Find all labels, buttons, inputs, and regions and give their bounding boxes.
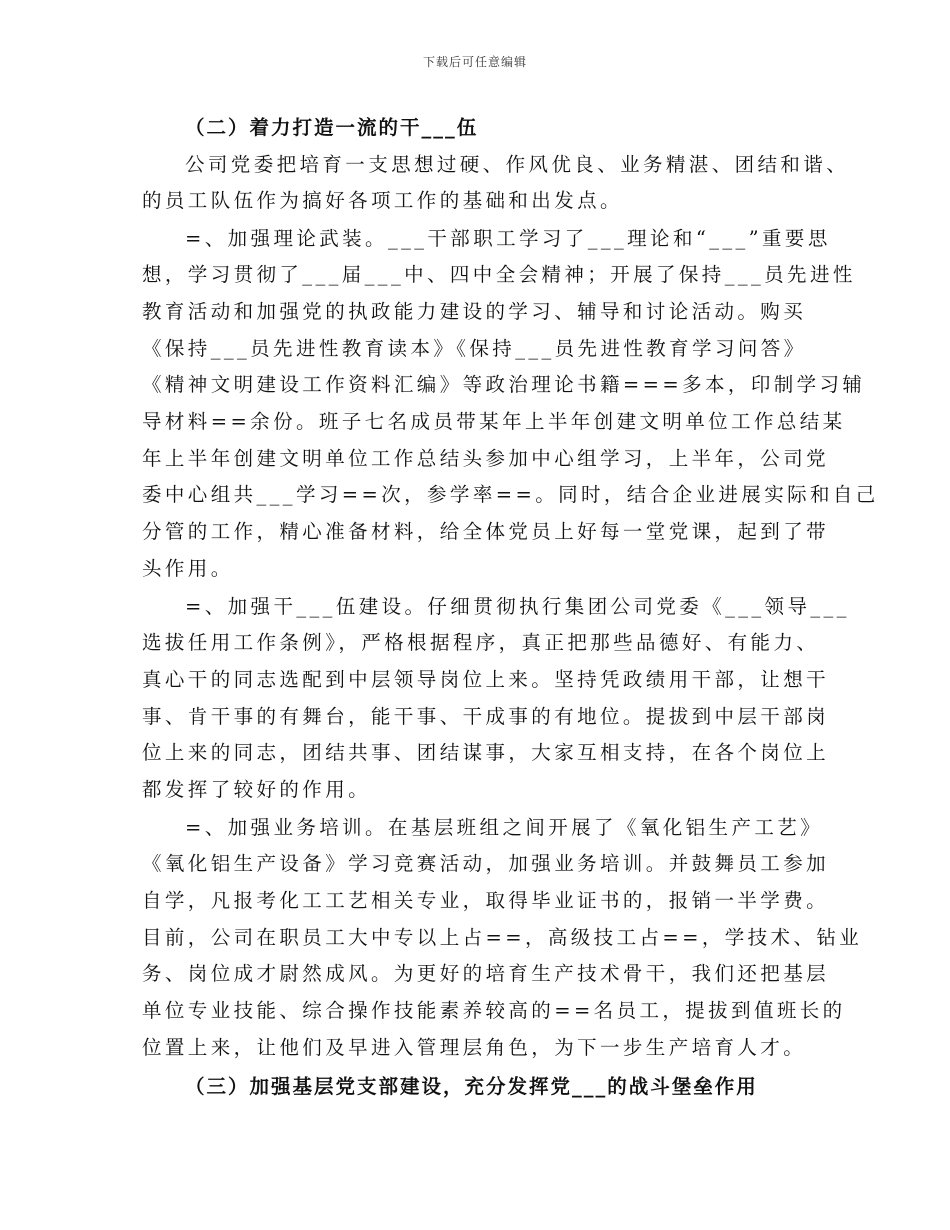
paragraph-line: 年上半年创建文明单位工作总结头参加中心组学习，上半年，公司党 [142,447,830,470]
paragraph-line: 教育活动和加强党的执政能力建设的学习、辅导和讨论活动。购买 [142,300,807,323]
section-heading-2: （二）着力打造一流的干___伍 [185,116,479,139]
paragraph-line: =、加强干___伍建设。仔细贯彻执行集团公司党委《___领导___ [185,595,850,618]
paragraph-line: 真心干的同志选配到中层领导岗位上来。坚持凭政绩用干部，让想干 [142,668,830,691]
paragraph-line: 务、岗位成才尉然成风。为更好的培育生产技术骨干，我们还把基层 [142,962,830,985]
paragraph-line: 位置上来，让他们及早进入管理层角色，为下一步生产培育人才。 [142,1036,807,1059]
paragraph-line: 自学，凡报考化工工艺相关专业，取得毕业证书的，报销一半学费。 [142,889,830,912]
paragraph-line: 想，学习贯彻了___届___中、四中全会精神；开展了保持___员先进性 [142,263,856,286]
page-header-note: 下载后可任意编辑 [422,55,527,69]
paragraph-line: 都发挥了较好的作用。 [142,778,372,801]
paragraph-line: 《保持___员先进性教育读本》《保持___员先进性教育学习问答》 [142,337,807,360]
paragraph-line: =、加强业务培训。在基层班组之间开展了《氧化铝生产工艺》 [185,816,824,839]
paragraph-line: 的员工队伍作为搞好各项工作的基础和出发点。 [142,189,623,212]
paragraph-line: 目前，公司在职员工大中专以上占==，高级技工占==，学技术、钻业 [142,926,863,949]
paragraph-line: 公司党委把培育一支思想过硬、作风优良、业务精湛、团结和谐、 [185,153,850,176]
paragraph-line: 导材料==余份。班子七名成员带某年上半年创建文明单位工作总结某 [142,410,846,433]
paragraph-line: 位上来的同志，团结共事、团结谋事，大家互相支持，在各个岗位上 [142,741,830,764]
paragraph-line: 《精神文明建设工作资料汇编》等政治理论书籍===多本，印制学习辅 [142,373,866,396]
section-heading-3: （三）加强基层党支部建设，充分发挥党___的战斗堡垒作用 [185,1075,758,1098]
paragraph-line: 头作用。 [142,557,234,580]
paragraph-line: 选拔任用工作条例》，严格根据程序，真正把那些品德好、有能力、 [142,631,820,654]
paragraph-line: 《氧化铝生产设备》学习竞赛活动，加强业务培训。并鼓舞员工参加 [142,852,830,875]
paragraph-line: 事、肯干事的有舞台，能干事、干成事的有地位。提拔到中层干部岗 [142,705,830,728]
paragraph-line: 委中心组共___学习==次，参学率==。同时，结合企业进展实际和自己 [142,483,879,506]
paragraph-line: =、加强理论武装。___干部职工学习了___理论和“___”重要思 [185,227,831,250]
paragraph-line: 单位专业技能、综合操作技能素养较高的==名员工，提拔到值班长的 [142,999,846,1022]
paragraph-line: 分管的工作，精心准备材料，给全体党员上好每一堂党课，起到了带 [142,520,830,543]
